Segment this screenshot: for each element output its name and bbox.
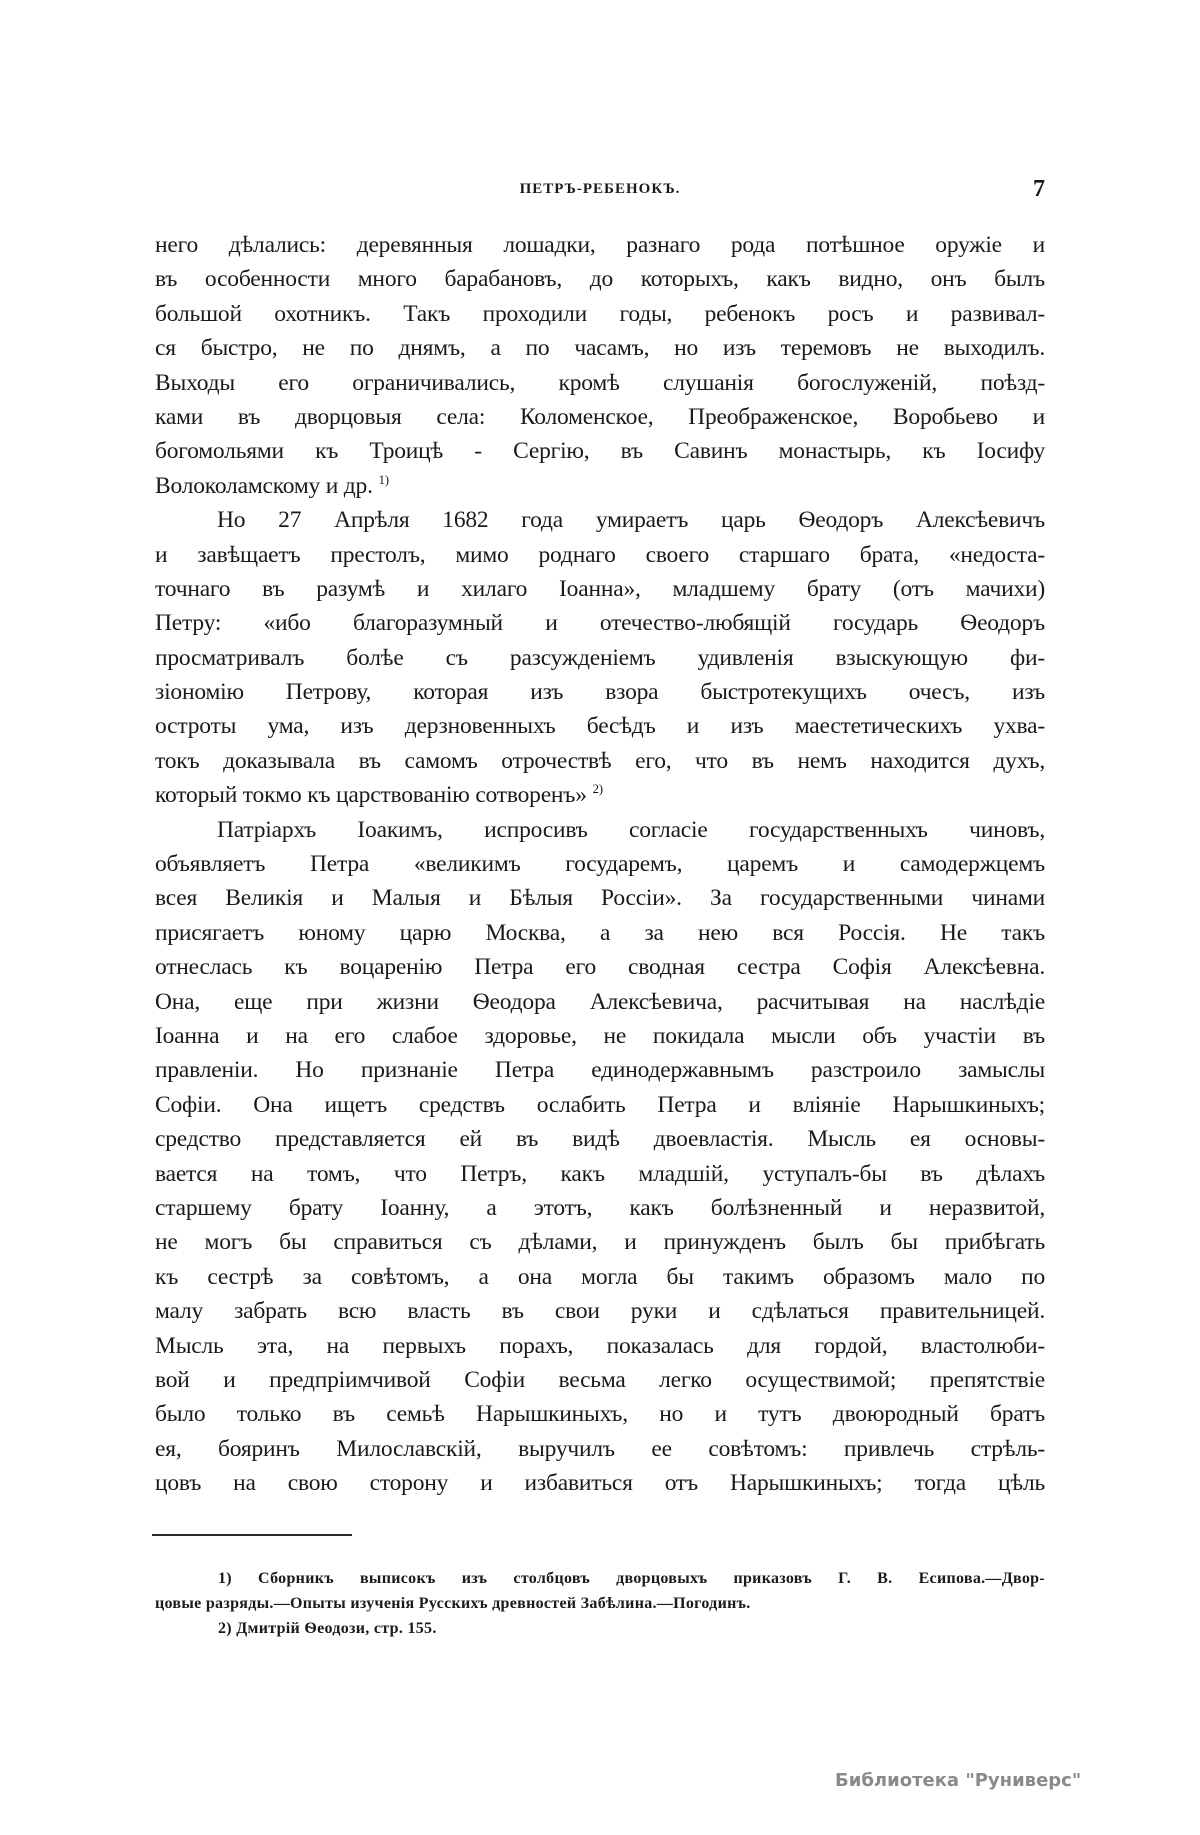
text-line: средство представляется ей въ видѣ двоевластія. Мысль ея основы- bbox=[155, 1126, 1045, 1153]
running-head bbox=[155, 178, 1045, 202]
text-line: правленіи. Но признаніе Петра единодержавнымъ разстроило замыслы bbox=[155, 1057, 1045, 1084]
text-line: ся быстро, не по днямъ, а по часамъ, но изъ теремовъ не выходилъ. bbox=[155, 335, 1045, 362]
text-line: Софіи. Она ищетъ средствъ ослабить Петра и вліяніе Нарышкиныхъ; bbox=[155, 1091, 1045, 1118]
text-line: точнаго въ разумѣ и хилаго Іоанна», младшему брату (отъ мачихи) bbox=[155, 575, 1045, 602]
text-line: богомольями къ Троицѣ - Сергію, въ Савинъ монастырь, къ Іосифу bbox=[155, 438, 1045, 465]
text-line-content: Волоколамскому и др. bbox=[155, 472, 373, 499]
text-line: всея Великія и Малыя и Бѣлыя Россіи». За государственными чинами bbox=[155, 885, 1045, 912]
footnotes bbox=[155, 1566, 1045, 1641]
text-line: объявляетъ Петра «великимъ государемъ, царемъ и самодержцемъ bbox=[155, 851, 1045, 878]
footnote-ref-2[interactable]: 2) bbox=[592, 781, 603, 797]
text-line: токъ доказывала въ самомъ отрочествѣ его, что въ немъ находится духъ, bbox=[155, 747, 1045, 774]
text-line: вается на томъ, что Петръ, какъ младшій, уступалъ-бы въ дѣлахъ bbox=[155, 1160, 1045, 1187]
text-line: въ особенности много барабановъ, до которыхъ, какъ видно, онъ былъ bbox=[155, 266, 1045, 293]
footnote-2: 2) Дмитрій Ѳеодози, стр. 155. bbox=[218, 1620, 437, 1637]
footnote-ref-1[interactable]: 1) bbox=[378, 471, 389, 487]
text-line: было только въ семьѣ Нарышкиныхъ, но и тутъ двоюродный братъ bbox=[155, 1401, 1045, 1428]
text-line: Петру: «ибо благоразумный и отечество-любящій государь Ѳеодоръ bbox=[155, 610, 1045, 637]
text-line: Мысль эта, на первыхъ порахъ, показалась для гордой, властолюби- bbox=[155, 1332, 1045, 1359]
text-line: Выходы его ограничивались, кромѣ слушанія богослуженій, поѣзд- bbox=[155, 369, 1045, 396]
text-line: зіономію Петрову, которая изъ взора быстротекущихъ очесъ, изъ bbox=[155, 679, 1045, 706]
text-line: Она, еще при жизни Ѳеодора Алексѣевича, расчитывая на наслѣдіе bbox=[155, 988, 1045, 1015]
text-line bbox=[155, 469, 1045, 503]
text-line: къ сестрѣ за совѣтомъ, а она могла бы такимъ образомъ мало по bbox=[155, 1263, 1045, 1290]
text-line: просматривалъ болѣе съ разсужденіемъ удивленія взыскующую фи- bbox=[155, 644, 1045, 671]
text-line: Но 27 Апрѣля 1682 года умираетъ царь Ѳеодоръ Алексѣевичъ bbox=[217, 507, 1045, 534]
text-line-content: который токмо къ царствованію сотворенъ» bbox=[155, 782, 587, 809]
text-line: цовъ на свою сторону и избавиться отъ Нарышкиныхъ; тогда цѣль bbox=[155, 1470, 1045, 1497]
text-line: остроты ума, изъ дерзновенныхъ бесѣдъ и изъ маестетическихъ ухва- bbox=[155, 713, 1045, 740]
text-line: малу забрать всю власть въ свои руки и сдѣлаться правительницей. bbox=[155, 1298, 1045, 1325]
text-line: старшему брату Іоанну, а этотъ, какъ болѣзненный и неразвитой, bbox=[155, 1194, 1045, 1221]
library-watermark: Библиотека "Руниверс" bbox=[835, 1770, 1082, 1791]
page-number: 7 bbox=[1033, 176, 1045, 202]
footnote-1-line-1: 1) Сборникъ выписокъ изъ столбцовъ дворцовыхъ приказовъ Г. В. Есипова.—Двор- bbox=[218, 1570, 1045, 1587]
text-line: большой охотникъ. Такъ проходили годы, ребенокъ росъ и развивал- bbox=[155, 300, 1045, 327]
running-title: ПЕТРЪ-РЕБЕНОКЪ. bbox=[519, 181, 681, 197]
text-line: него дѣлались: деревянныя лошадки, разнаго рода потѣшное оружіе и bbox=[155, 232, 1045, 258]
body-text bbox=[155, 228, 1045, 1500]
text-line: Іоанна и на его слабое здоровье, не покидала мысли объ участіи въ bbox=[155, 1022, 1045, 1049]
text-line: ками въ дворцовыя села: Коломенское, Преображенское, Воробьево и bbox=[155, 403, 1045, 430]
text-line: присягаетъ юному царю Москва, а за нею вся Россія. Не такъ bbox=[155, 919, 1045, 946]
text-line: отнеслась къ воцаренію Петра его сводная сестра Софія Алексѣевна. bbox=[155, 954, 1045, 981]
text-line: вой и предпріимчивой Софіи весьма легко осуществимой; препятствіе bbox=[155, 1366, 1045, 1393]
text-line: ея, бояринъ Милославскій, выручилъ ее совѣтомъ: привлечь стрѣль- bbox=[155, 1435, 1045, 1462]
footnote-1-line-2: цовые разряды.—Опыты изученія Русскихъ древностей Забѣлина.—Погодинъ. bbox=[155, 1595, 751, 1612]
footnote-separator bbox=[152, 1534, 352, 1536]
text-line bbox=[155, 778, 1045, 812]
text-line: не могъ бы справиться съ дѣлами, и принужденъ былъ бы прибѣгать bbox=[155, 1229, 1045, 1256]
text-line: и завѣщаетъ престолъ, мимо роднаго своего старшаго брата, «недоста- bbox=[155, 541, 1045, 568]
text-line: Патріархъ Іоакимъ, испросивъ согласіе государственныхъ чиновъ, bbox=[217, 816, 1045, 843]
